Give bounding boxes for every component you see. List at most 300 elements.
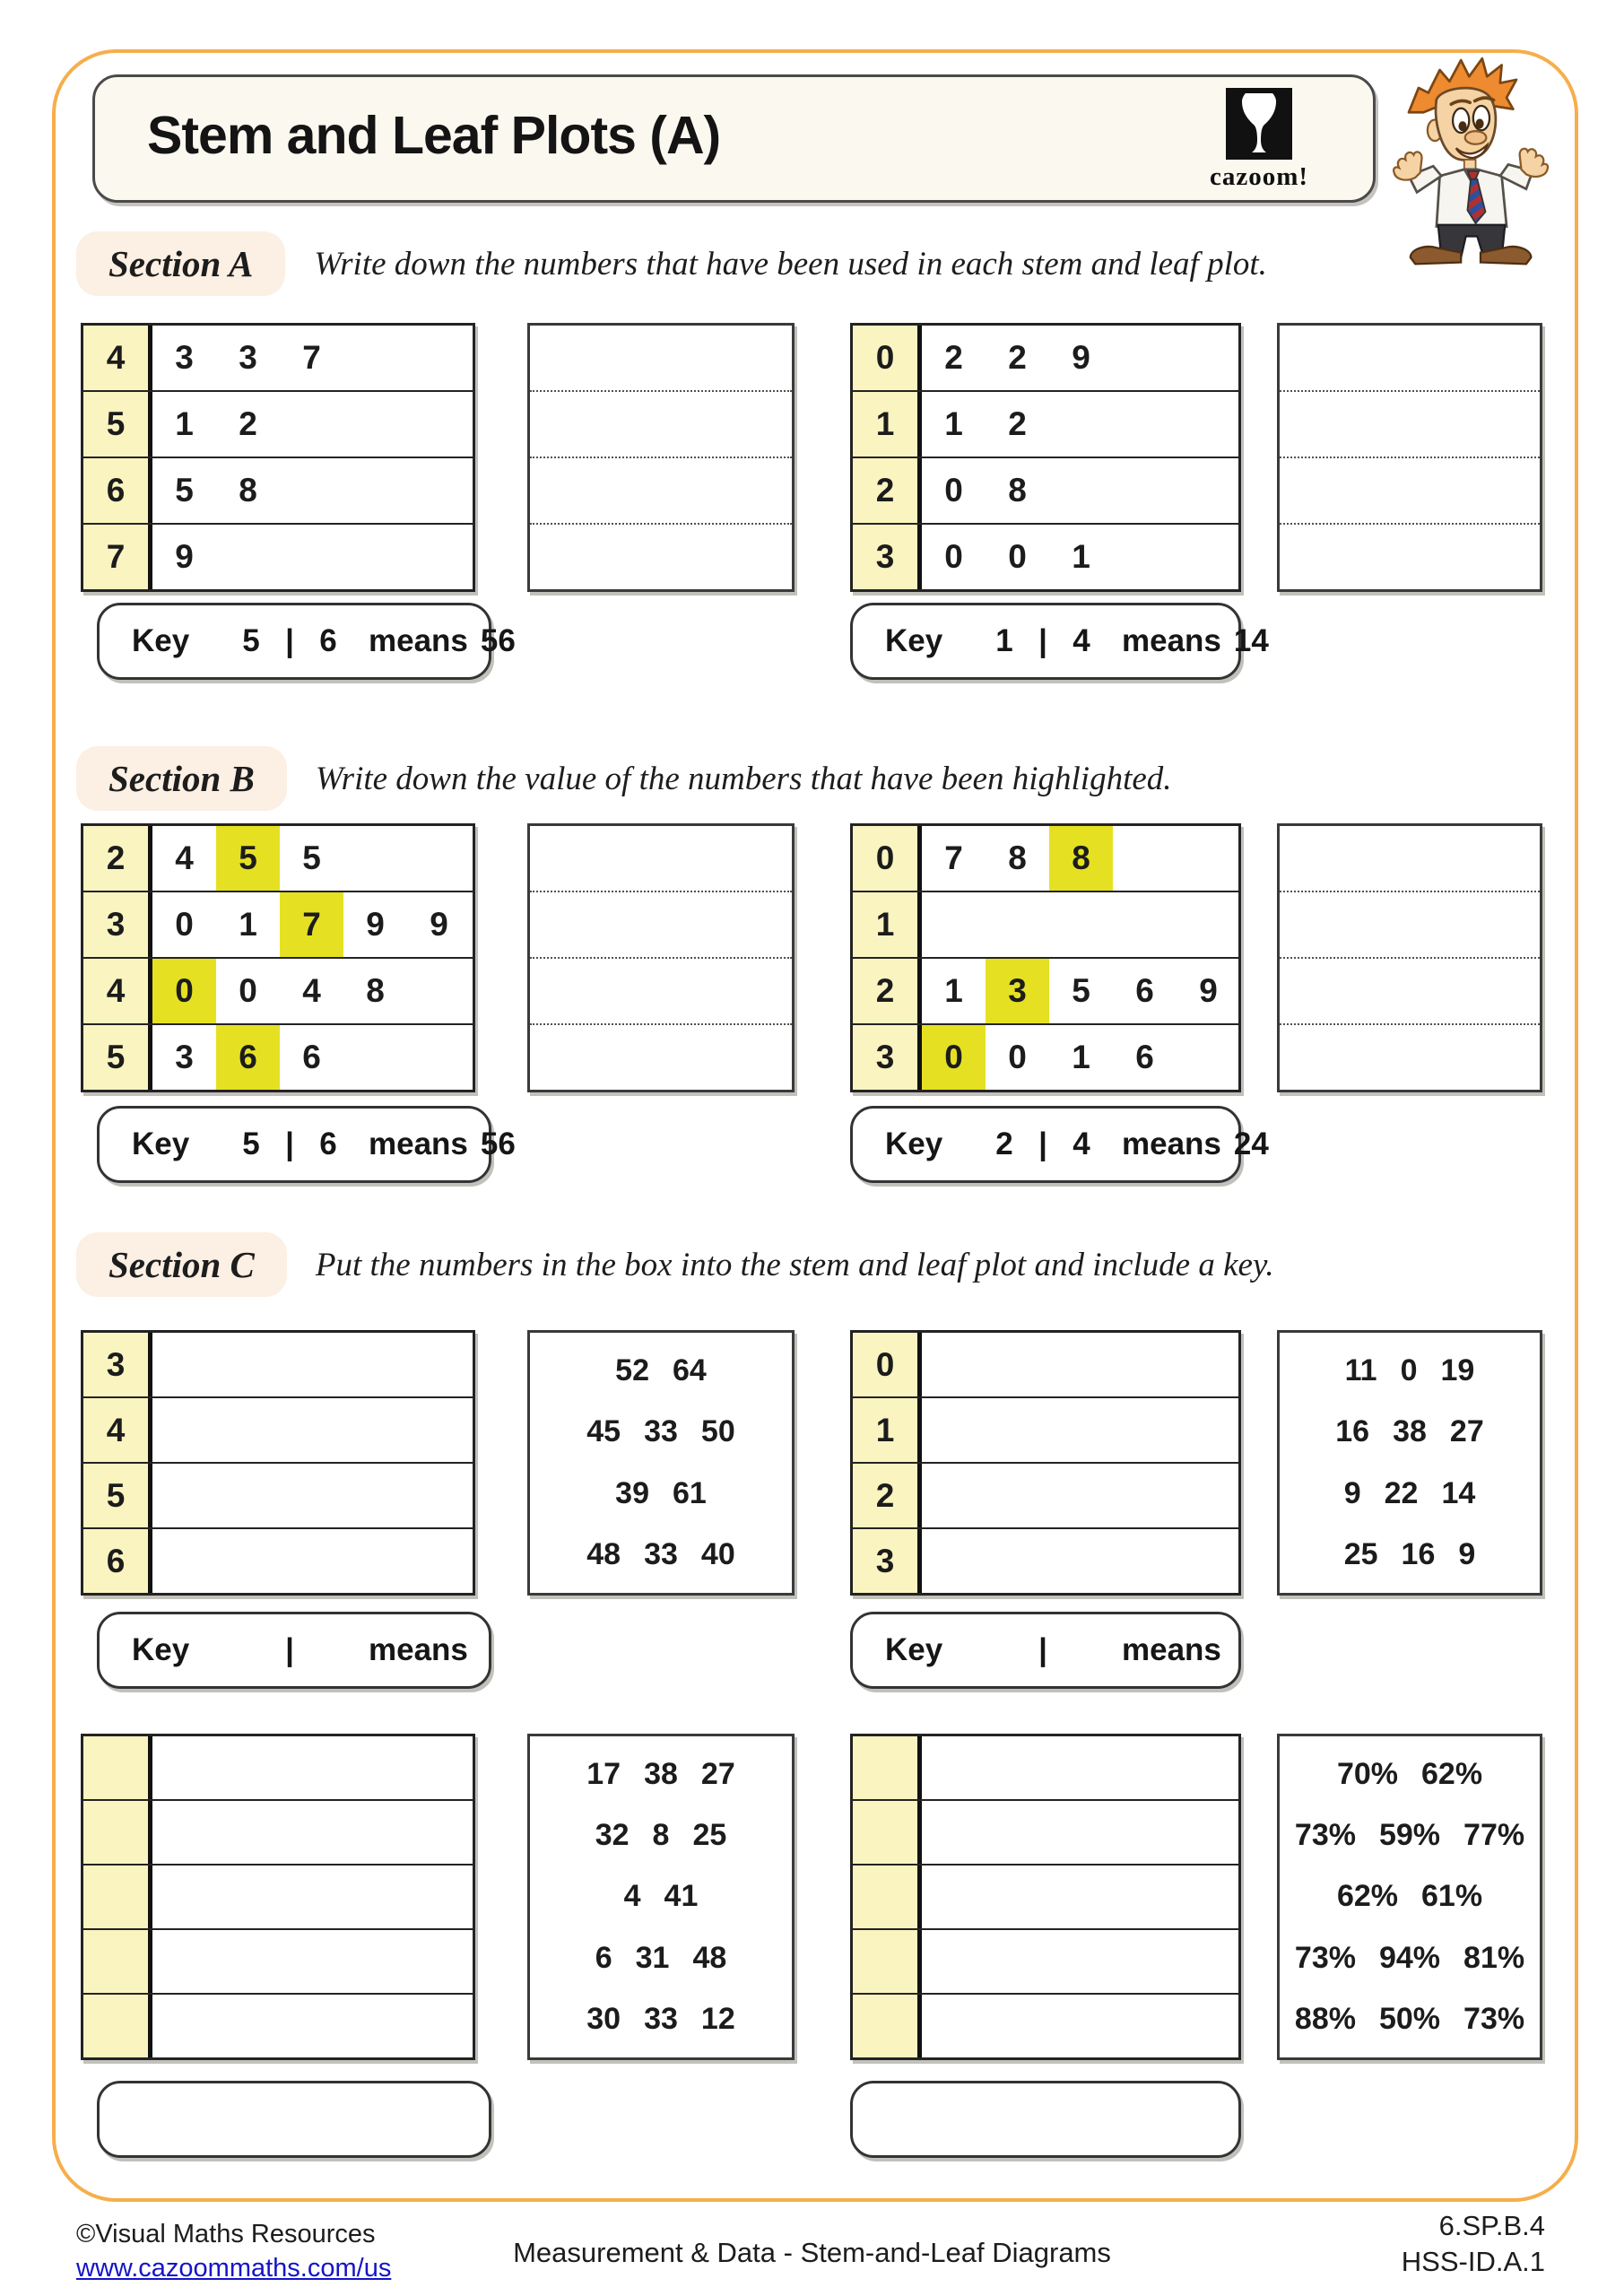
mascot-left-hand [1394,152,1421,179]
leaf: 8 [1008,472,1027,509]
stem-leaf-row [853,891,1238,957]
leaf: 2 [1008,405,1027,442]
leaf-area [922,1529,1238,1593]
number-value: 48 [692,1940,727,1975]
leaf: 1 [944,972,963,1009]
leaf: 5 [1072,972,1090,1009]
stem-leaf-row [83,1333,473,1396]
answer-line [1280,326,1540,392]
stem-leaf-table-c3 [81,1734,475,2060]
leaf: 4 [175,839,194,876]
key-bar: | [1038,1126,1047,1161]
stem-leaf-row [853,1928,1238,1993]
number-line [530,1757,792,1792]
answer-line [1280,525,1540,589]
stem-leaf-row [83,523,473,589]
key-box-b2 [850,1106,1269,1183]
stem-cell [853,1801,922,1864]
title-box [92,74,1376,203]
number-line [1280,1476,1540,1511]
stem-cell: 7 [83,525,152,589]
leaf-area [922,1930,1238,1993]
key-bar: | [285,623,294,658]
leaf: 6 [1135,1039,1154,1075]
stem-cell [83,1736,152,1799]
answer-line [1280,826,1540,892]
key-label: Key [885,1126,943,1161]
key-bar: | [1038,623,1047,658]
leaf: 6 [302,1039,321,1075]
answer-box-a1 [527,323,795,592]
leaf-area [922,525,1238,589]
leaf-area [922,326,1238,390]
stem-leaf-table-c2 [850,1330,1241,1596]
stem-leaf-row [853,826,1238,891]
number-value: 33 [644,1414,678,1449]
section-a-label: Section A [76,231,285,296]
stem-leaf-table-c4 [850,1734,1241,2060]
key-label: Key [885,623,943,658]
stem-leaf-row [853,957,1238,1023]
number-value: 12 [700,2002,735,2037]
number-line [1280,1537,1540,1572]
answer-line [530,326,792,392]
key-leaf: 6 [319,1126,337,1161]
stem-leaf-row [83,1864,473,1928]
answer-box-b2 [1277,823,1542,1092]
footer-standard-2: HSS-ID.A.1 [1401,2246,1545,2277]
number-line [1280,1414,1540,1449]
footer-center: Measurement & Data - Stem-and-Leaf Diagrams [513,2237,1111,2268]
leaf-area [152,1464,473,1527]
answer-line [1280,1025,1540,1090]
leaf-area [922,1736,1238,1799]
stem-leaf-row [853,326,1238,390]
leaf-highlighted: 0 [152,959,216,1023]
leaf: 1 [944,405,963,442]
leaf-area [152,1398,473,1462]
leaf-area [922,1025,1238,1090]
leaf: 9 [430,906,448,943]
leaf-area [922,1398,1238,1462]
section-a-header [76,226,1267,301]
leaf: 1 [1072,1039,1090,1075]
stem-cell: 6 [83,1529,152,1593]
leaf: 1 [175,405,194,442]
stem-cell: 3 [853,1529,922,1593]
key-leaf: 4 [1073,1126,1090,1161]
key-bar: | [1038,1632,1047,1667]
number-value: 40 [700,1537,735,1572]
answer-line [530,525,792,589]
stem-leaf-row [83,891,473,957]
stem-leaf-row [853,523,1238,589]
footer-standard-1: 6.SP.B.4 [1438,2210,1545,2241]
leaf: 9 [175,538,194,575]
answer-line [530,892,792,959]
number-value: 25 [692,1818,727,1853]
leaf: 0 [1008,538,1027,575]
leaf: 0 [239,972,257,1009]
number-value: 81% [1463,1940,1525,1975]
answer-line [1280,458,1540,525]
key-box-b1 [97,1106,516,1183]
leaf-area [922,1995,1238,2057]
stem-cell: 3 [853,525,922,589]
key-stem: 5 [242,623,260,658]
stem-leaf-row [853,1799,1238,1864]
stem-leaf-row [83,1928,473,1993]
leaf-area [922,458,1238,523]
leaf: 1 [1072,538,1090,575]
leaf-area [922,1801,1238,1864]
number-value: 88% [1294,2002,1356,2037]
number-line [530,2002,792,2037]
leaf-area [922,1464,1238,1527]
leaf-area [152,1529,473,1593]
stem-cell: 4 [83,959,152,1023]
number-line [1280,2002,1540,2037]
leaf-highlighted: 8 [1049,826,1113,891]
leaf-highlighted: 3 [986,959,1049,1023]
stem-leaf-row [83,1462,473,1527]
stem-cell: 2 [853,1464,922,1527]
stem-leaf-row [853,1023,1238,1090]
number-value: 61% [1421,1879,1483,1914]
stem-leaf-row [853,390,1238,457]
stem-leaf-row [83,1396,473,1462]
number-value: 48 [586,1537,621,1572]
leaf: 5 [302,839,321,876]
number-value: 9 [1343,1475,1361,1510]
number-box-c4 [1277,1734,1542,2060]
stem-cell: 0 [853,1333,922,1396]
number-value: 73% [1463,2002,1525,2037]
key-label: Key [132,1632,190,1667]
number-value: 45 [586,1414,621,1449]
footer-link[interactable]: www.cazoommaths.com/us [76,2254,392,2283]
answer-line [1280,892,1540,959]
leaf: 3 [239,339,257,376]
section-c-header [76,1227,1274,1302]
number-line [530,1879,792,1914]
answer-line [530,392,792,458]
number-value: 16 [1335,1414,1370,1449]
number-value: 61 [673,1475,707,1510]
stem-leaf-row [83,1527,473,1593]
stem-cell: 5 [83,392,152,457]
number-value: 32 [595,1818,630,1853]
number-value: 94% [1378,1940,1441,1975]
number-value: 41 [664,1879,699,1914]
number-value: 77% [1463,1818,1525,1853]
key-means-word: means [369,1126,468,1161]
leaf-area [152,458,473,523]
leaf-area [152,892,473,957]
key-means-word: means [369,623,468,658]
number-value: 14 [1441,1475,1476,1510]
number-value: 33 [644,1537,678,1572]
leaf: 9 [1072,339,1090,376]
stem-cell: 5 [83,1025,152,1090]
mascot-character [1385,52,1558,267]
leaf: 6 [1135,972,1154,1009]
key-box-c1 [97,1612,491,1689]
number-value: 50 [700,1414,735,1449]
number-value: 30 [586,2002,621,2037]
number-box-c2 [1277,1330,1542,1596]
logo-label: cazoom! [1209,162,1309,191]
stem-leaf-row [83,1023,473,1090]
key-value: 56 [480,623,516,658]
stem-cell: 3 [83,1333,152,1396]
key-leaf: 6 [319,623,337,658]
leaf-area [152,1801,473,1864]
stem-leaf-row [83,326,473,390]
answer-line [530,458,792,525]
answer-line [1280,959,1540,1025]
leaf: 0 [175,906,194,943]
number-value: 27 [1449,1414,1484,1449]
leaf: 8 [1008,839,1027,876]
leaf: 9 [1199,972,1218,1009]
key-box-c3-empty [97,2081,491,2158]
stem-cell: 6 [83,458,152,523]
leaf-highlighted: 0 [922,1025,986,1090]
key-box-c4-empty [850,2081,1241,2158]
key-means-word: means [369,1632,468,1667]
answer-line [530,826,792,892]
stem-leaf-table-a2 [850,323,1241,592]
stem-leaf-row [853,1864,1238,1928]
stem-leaf-row [853,457,1238,523]
leaf: 2 [944,339,963,376]
number-value: 33 [644,2002,678,2037]
stem-leaf-row [83,826,473,891]
number-box-c1 [527,1330,795,1596]
answer-box-a2 [1277,323,1542,592]
section-a-instruction: Write down the numbers that have been used in each stem and leaf plot. [314,245,1267,283]
stem-leaf-row [853,1736,1238,1799]
footer-right [1402,2208,1545,2280]
stem-cell: 1 [853,892,922,957]
stem-leaf-row [853,1462,1238,1527]
stem-cell [83,1801,152,1864]
number-box-c3 [527,1734,795,2060]
leaf-area [922,392,1238,457]
stem-cell: 4 [83,326,152,390]
stem-leaf-row [853,1527,1238,1593]
section-c-instruction: Put the numbers in the box into the stem and leaf plot and include a key. [315,1246,1274,1283]
section-b-instruction: Write down the value of the numbers that have been highlighted. [315,760,1172,797]
stem-cell: 3 [83,892,152,957]
goblet-icon [1226,88,1292,160]
stem-leaf-table-b1 [81,823,475,1092]
number-value: 27 [700,1756,735,1791]
leaf-area [922,1866,1238,1928]
number-value: 22 [1384,1475,1419,1510]
stem-cell: 2 [83,826,152,891]
key-stem: 2 [995,1126,1013,1161]
stem-leaf-row [853,1333,1238,1396]
key-bar: | [285,1126,294,1161]
number-value: 4 [623,1879,641,1914]
key-label: Key [132,1126,190,1161]
leaf: 5 [175,472,194,509]
key-means-word: means [1122,623,1221,658]
stem-cell [853,1866,922,1928]
page-title: Stem and Leaf Plots (A) [147,106,721,165]
number-value: 38 [644,1756,678,1791]
answer-line [530,959,792,1025]
leaf-highlighted: 5 [216,826,280,891]
leaf-area [922,959,1240,1023]
number-value: 0 [1400,1352,1418,1387]
leaf-area [152,1736,473,1799]
stem-cell: 2 [853,458,922,523]
stem-cell [83,1930,152,1993]
stem-leaf-row [83,1993,473,2057]
key-box-c2 [850,1612,1241,1689]
leaf-area [922,892,1238,957]
number-value: 62% [1336,1879,1398,1914]
number-line [1280,1941,1540,1976]
section-b-header [76,741,1172,816]
stem-cell: 4 [83,1398,152,1462]
number-value: 17 [586,1756,621,1791]
leaf: 2 [1008,339,1027,376]
stem-leaf-table-c1 [81,1330,475,1596]
stem-cell: 1 [853,392,922,457]
leaf: 8 [239,472,257,509]
key-stem: 1 [995,623,1013,658]
mascot-right-hand [1520,149,1548,177]
stem-leaf-table-a1 [81,323,475,592]
number-value: 52 [615,1352,649,1387]
number-value: 19 [1440,1352,1475,1387]
leaf: 0 [944,538,963,575]
stem-cell: 0 [853,826,922,891]
key-bar: | [285,1632,294,1667]
stem-leaf-row [83,457,473,523]
number-line [530,1818,792,1853]
number-line [530,1353,792,1388]
key-means-word: means [1122,1126,1221,1161]
number-line [1280,1818,1540,1853]
stem-leaf-row [83,957,473,1023]
footer-copyright: ©Visual Maths Resources [76,2220,376,2248]
number-line [1280,1757,1540,1792]
number-line [530,1414,792,1449]
stem-leaf-row [853,1396,1238,1462]
stem-cell [853,1930,922,1993]
leaf-area [152,1025,473,1090]
key-value: 14 [1233,623,1269,658]
number-value: 9 [1458,1537,1476,1572]
number-value: 73% [1294,1818,1356,1853]
stem-cell [853,1995,922,2057]
key-label: Key [885,1632,943,1667]
leaf-highlighted: 7 [280,892,343,957]
leaf: 7 [944,839,963,876]
leaf-area [152,1995,473,2057]
leaf: 9 [366,906,385,943]
key-value: 56 [480,1126,516,1161]
answer-box-b1 [527,823,795,1092]
key-box-a2 [850,603,1269,680]
leaf-area [152,392,473,457]
stem-leaf-row [83,390,473,457]
stem-leaf-row [83,1799,473,1864]
stem-cell: 3 [853,1025,922,1090]
leaf: 1 [239,906,257,943]
number-value: 16 [1401,1537,1436,1572]
leaf: 2 [239,405,257,442]
key-box-a1 [97,603,516,680]
cazoom-logo [1192,88,1326,192]
stem-cell [83,1866,152,1928]
leaf: 8 [366,972,385,1009]
number-value: 73% [1294,1940,1356,1975]
leaf-area [152,1333,473,1396]
leaf-area [152,525,473,589]
stem-leaf-row [83,1736,473,1799]
number-line [530,1537,792,1572]
leaf-area [922,1333,1238,1396]
stem-cell [83,1995,152,2057]
stem-leaf-table-b2 [850,823,1241,1092]
leaf-area [152,1930,473,1993]
key-stem: 5 [242,1126,260,1161]
number-value: 38 [1393,1414,1427,1449]
number-value: 6 [595,1940,612,1975]
number-line [1280,1353,1540,1388]
number-value: 8 [652,1818,670,1853]
leaf-area [152,959,473,1023]
leaf-area [152,826,473,891]
key-leaf: 4 [1073,623,1090,658]
section-b-label: Section B [76,746,287,811]
answer-line [1280,392,1540,458]
leaf: 4 [302,972,321,1009]
stem-cell: 1 [853,1398,922,1462]
number-value: 39 [615,1475,649,1510]
stem-cell: 2 [853,959,922,1023]
leaf: 7 [302,339,321,376]
number-value: 59% [1378,1818,1441,1853]
leaf-area [152,326,473,390]
key-means-word: means [1122,1632,1221,1667]
stem-leaf-row [853,1993,1238,2057]
leaf: 3 [175,339,194,376]
leaf: 0 [944,472,963,509]
number-value: 64 [673,1352,707,1387]
stem-cell: 0 [853,326,922,390]
leaf-area [922,826,1238,891]
stem-cell: 5 [83,1464,152,1527]
number-line [530,1941,792,1976]
leaf-area [152,1866,473,1928]
leaf-highlighted: 6 [216,1025,280,1090]
answer-line [530,1025,792,1090]
leaf: 3 [175,1039,194,1075]
section-c-label: Section C [76,1232,287,1297]
key-label: Key [132,623,190,658]
leaf: 0 [1008,1039,1027,1075]
number-value: 31 [635,1940,670,1975]
stem-cell [853,1736,922,1799]
number-value: 25 [1343,1537,1378,1572]
